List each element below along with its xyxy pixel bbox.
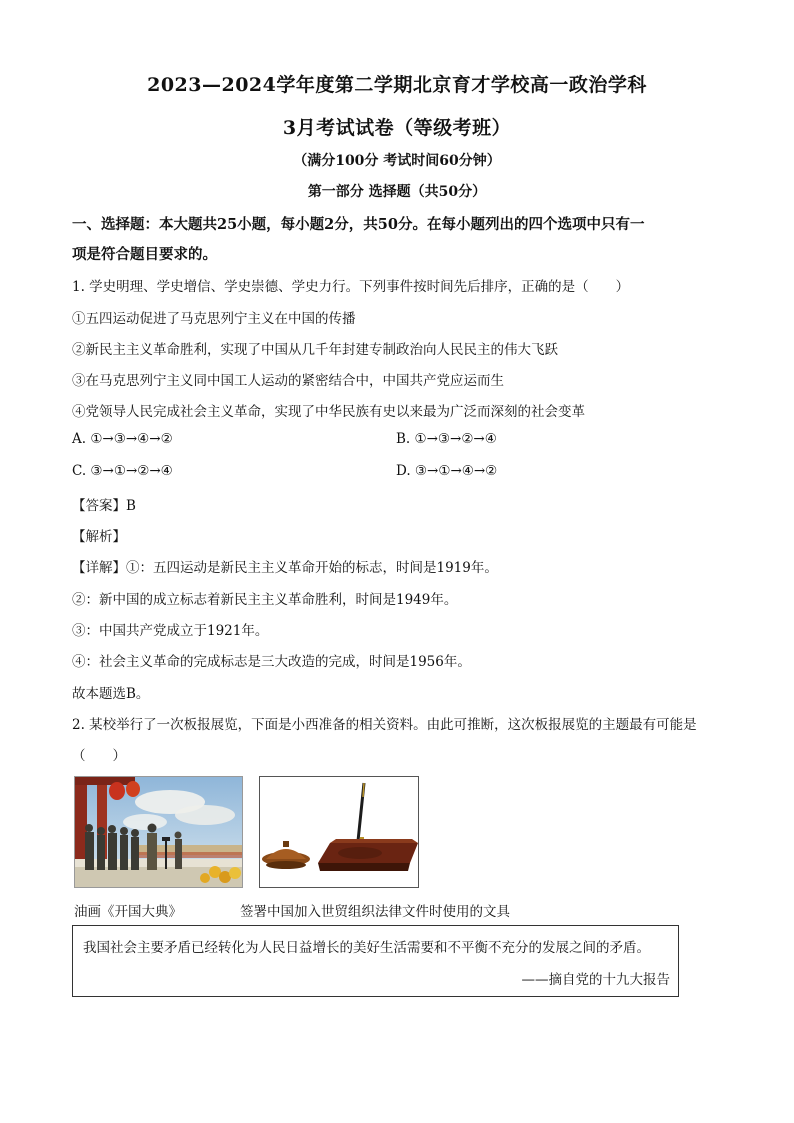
exam-info: （满分100分 考试时间60分钟） [293,153,501,169]
quote-source: ——摘自党的十九大报告 [521,972,670,988]
q1-detail-4: ④：社会主义革命的完成标志是三大改造的完成，时间是1956年。 [72,654,471,670]
instructions-line1: 一、选择题：本大题共25小题，每小题2分，共50分。在每小题列出的四个选项中只有一 [72,216,645,233]
q2-stem-line1: 2. 某校举行了一次板报展览，下面是小西准备的相关资料。由此可推断，这次板报展览的主题最有可能是 [72,717,697,733]
q1-answer: 【答案】B [72,498,136,514]
part-title: 第一部分 选择题（共50分） [307,184,487,200]
exam-title-line2: 3月考试试卷（等级考班） [282,117,512,139]
q1-item-4: ④党领导人民完成社会主义革命，实现了中华民族有史以来最为广泛而深刻的社会变革 [72,404,585,420]
q1-option-a: A. ①→③→④→② [72,431,173,447]
q1-item-3: ③在马克思列宁主义同中国工人运动的紧密结合中，中国共产党应运而生 [72,373,504,389]
q1-detail-1: 【详解】①：五四运动是新民主主义革命开始的标志，时间是1919年。 [72,560,498,576]
q1-item-1: ①五四运动促进了马克思列宁主义在中国的传播 [72,311,356,327]
q1-detail-2: ②：新中国的成立标志着新民主主义革命胜利，时间是1949年。 [72,592,458,608]
quote-box [72,925,679,997]
q1-item-2: ②新民主主义革命胜利，实现了中国从几千年封建专制政治向人民民主的伟大飞跃 [72,342,558,358]
q1-option-d: D. ③→①→④→② [396,463,498,479]
instructions-line2: 项是符合题目要求的。 [72,246,217,263]
q2-stem-line2: （ ） [72,748,126,764]
exam-title-line1: 2023—2024学年度第二学期北京育才学校高一政治学科 [147,74,647,96]
q1-option-b: B. ①→③→②→④ [396,431,497,447]
q1-option-c: C. ③→①→②→④ [72,463,173,479]
q1-analysis-label: 【解析】 [72,529,126,545]
image1-caption: 油画《开国大典》 [74,904,182,920]
quote-text: 我国社会主要矛盾已经转化为人民日益增长的美好生活需要和不平衡不充分的发展之间的矛盾。 [83,940,650,956]
q1-detail-3: ③：中国共产党成立于1921年。 [72,623,269,639]
q1-stem: 1. 学史明理、学史增信、学史崇德、学史力行。下列事件按时间先后排序，正确的是（ ） [72,279,630,295]
founding-ceremony-painting [74,776,243,888]
q1-conclusion: 故本题选B。 [72,686,150,702]
wto-signing-pen-set [259,776,419,888]
image2-caption: 签署中国加入世贸组织法律文件时使用的文具 [240,904,510,920]
